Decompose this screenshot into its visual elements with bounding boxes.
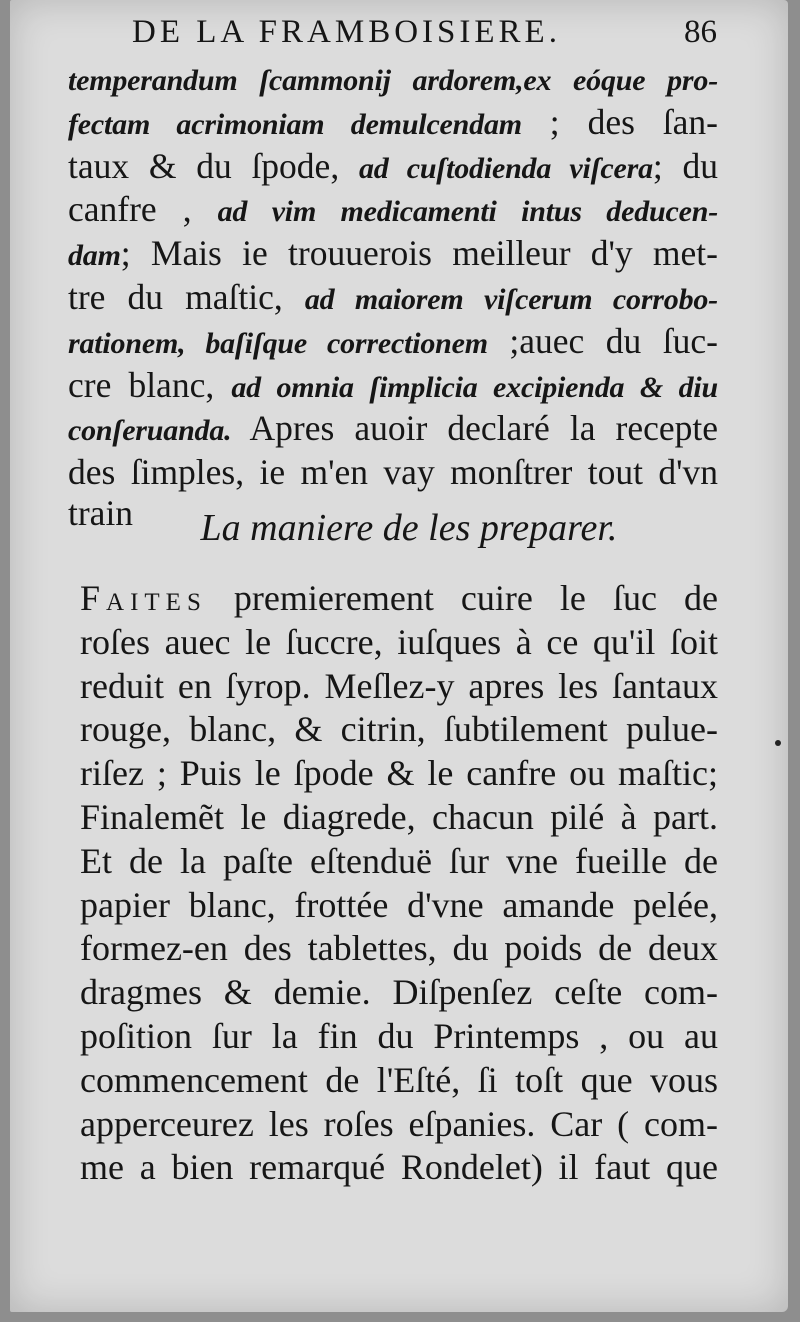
french-text: ; des ſan- <box>521 101 718 142</box>
french-text: canfre , <box>68 189 218 230</box>
text-line <box>80 577 718 621</box>
text-line: Finalemẽt le diagrede, chacun pilé à part. <box>80 796 718 837</box>
lead-word: Faites <box>80 578 207 618</box>
text-line: Et de la paſte eſtenduë ſur vne fueille de <box>80 840 718 881</box>
text-line: riſez ; Puis le ſpode & le canfre ou maſtic; <box>80 753 718 794</box>
text-line <box>68 146 718 190</box>
latin-text: rationem, baſiſque correctionem <box>68 326 488 360</box>
text-line: apperceurez les roſes eſpanies. Car ( com- <box>80 1103 718 1144</box>
text-line <box>68 277 718 321</box>
latin-text: temperandum ſcammonij ardorem,ex eóque pro- <box>68 64 718 97</box>
text-line: reduit en ſyrop. Meſlez-y apres les ſantaux <box>80 665 718 706</box>
latin-text: conſeruanda. <box>68 414 232 448</box>
french-text: Apres auoir declaré la recepte <box>231 408 718 449</box>
running-head: DE LA FRAMBOISIERE. <box>132 14 561 50</box>
text-line <box>68 233 718 277</box>
french-text: taux & du ſpode, <box>68 145 359 186</box>
text-line <box>68 321 718 365</box>
french-text: tre du maſtic, <box>68 276 305 317</box>
text-line <box>68 102 718 146</box>
latin-text: ad cuſtodienda viſcera <box>358 151 653 185</box>
text-line <box>68 365 718 409</box>
french-text: premierement cuire le ſuc de <box>206 578 718 618</box>
text-line: poſition ſur la fin du Printemps , ou au <box>80 1015 718 1056</box>
text-line <box>68 408 718 452</box>
latin-text: ad vim medicamenti intus deducen- <box>217 195 718 229</box>
paragraph-1 <box>68 58 718 534</box>
text-line <box>68 58 718 102</box>
ink-speck <box>775 740 781 746</box>
french-text: des ſimples, ie m'en vay monſtrer tout d'vn <box>68 452 718 493</box>
paragraph-2 <box>80 577 718 1190</box>
text-line: roſes auec le ſuccre, iuſques à ce qu'il ſoit <box>80 621 718 662</box>
french-text: train <box>68 492 134 533</box>
latin-text: ad omnia ſimplicia excipienda & diu <box>231 370 718 404</box>
text-line: rouge, blanc, & citrin, ſubtilement pulue- <box>80 709 718 750</box>
page-number: 86 <box>684 14 717 50</box>
latin-text: ad maiorem viſcerum corrobo- <box>304 282 718 316</box>
text-line <box>68 189 718 233</box>
latin-text: fectam acrimoniam demulcendam <box>68 107 522 141</box>
latin-text: dam <box>68 239 121 273</box>
french-text: cre blanc, <box>68 364 232 405</box>
text-line: papier blanc, frottée d'vne amande pelée, <box>80 884 718 925</box>
text-line: commencement de l'Eſté, ſi toſt que vous <box>80 1059 718 1100</box>
text-line: formez-en des tablettes, du poids de deux <box>80 928 718 969</box>
french-text: ; du <box>652 145 718 186</box>
book-page <box>10 0 788 1312</box>
text-line <box>68 452 718 493</box>
section-heading: La maniere de les preparer. <box>200 507 618 549</box>
text-line: dragmes & demie. Diſpenſez ceſte com- <box>80 972 718 1013</box>
french-text: ; Mais ie trouuerois meilleur d'y met- <box>120 233 718 274</box>
text-line: me a bien remarqué Rondelet) il faut que <box>80 1147 718 1188</box>
page-header <box>132 14 717 54</box>
french-text: ;auec du ſuc- <box>487 320 718 361</box>
